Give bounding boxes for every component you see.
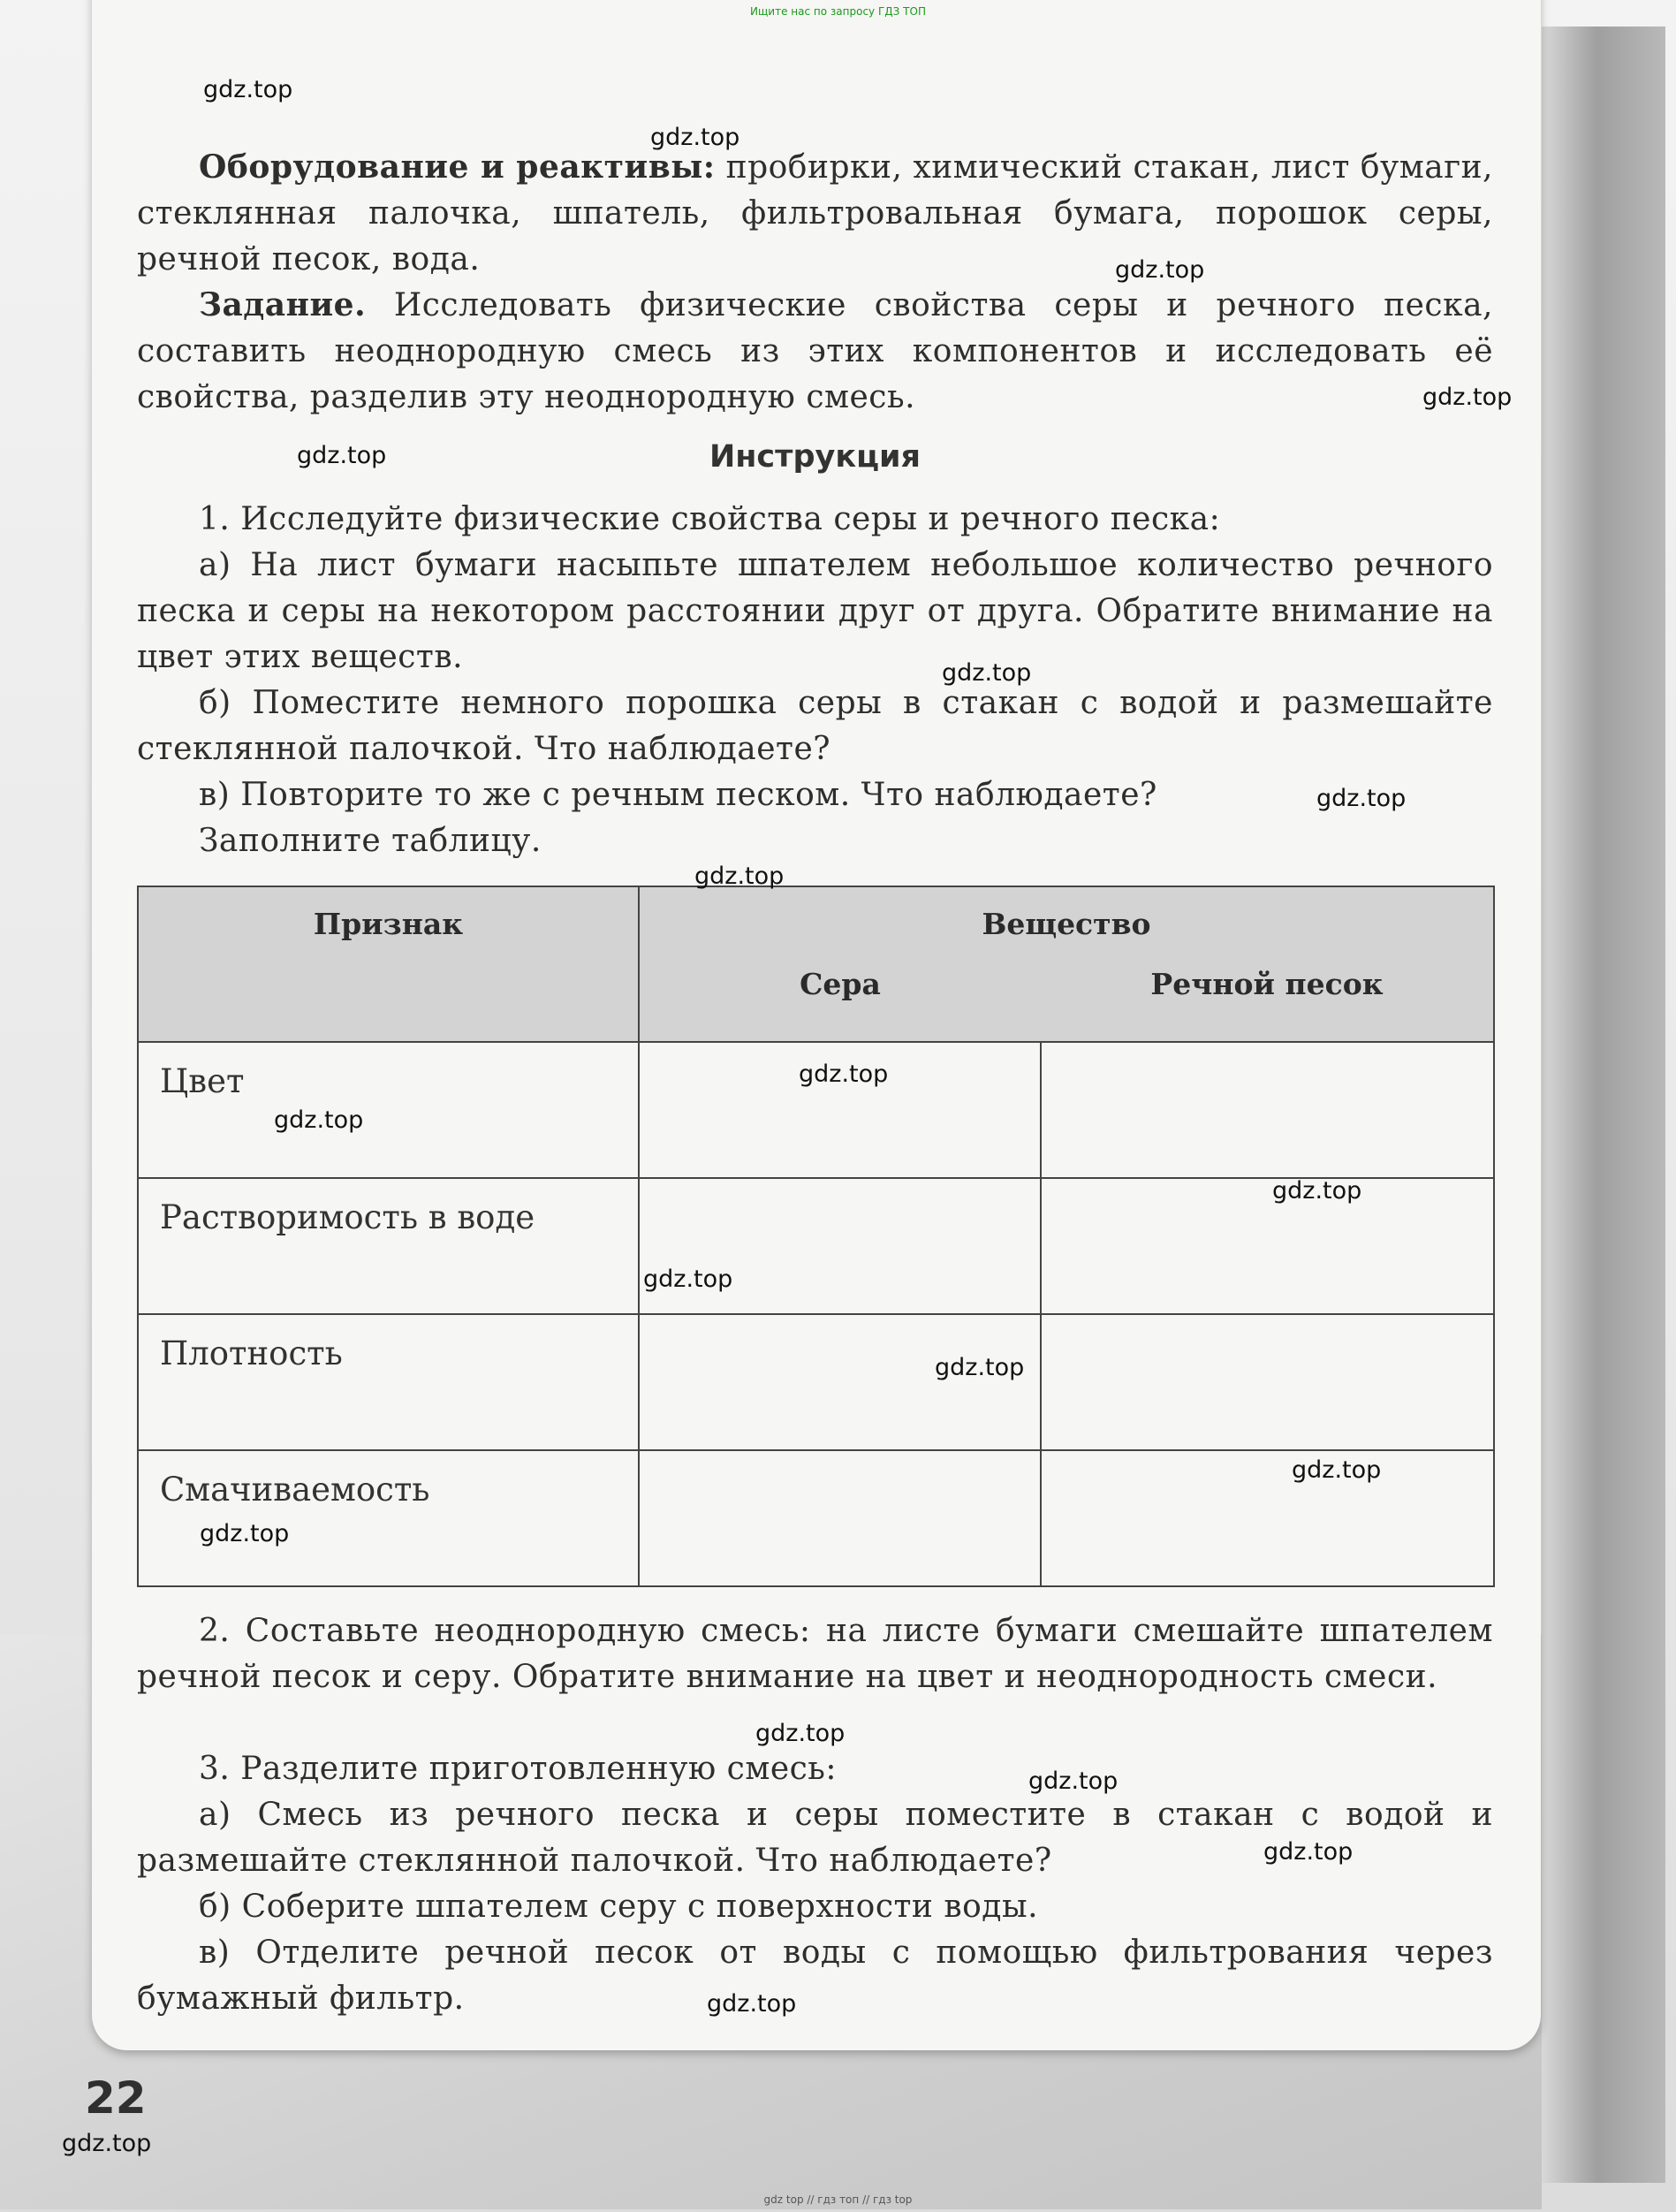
watermark: gdz.top <box>1115 256 1205 284</box>
watermark: gdz.top <box>643 1266 733 1293</box>
task-text: Исследовать физические свойства серы и речного песка, составить неоднородную смесь из этих компонентов и исследовать её свойства, разделив эту неоднородную смесь. <box>137 287 1493 415</box>
watermark: gdz.top <box>755 1720 846 1747</box>
watermark: gdz.top <box>1292 1456 1382 1484</box>
watermark: gdz.top <box>707 1990 797 2018</box>
fill-table-note: Заполните таблицу. <box>199 823 542 859</box>
watermark: gdz.top <box>1263 1838 1354 1866</box>
task-paragraph <box>137 282 1493 421</box>
watermark: gdz.top <box>297 442 387 469</box>
watermark: gdz.top <box>650 124 740 151</box>
step-3a: а) Смесь из речного песка и серы поместите в стакан с водой и размешайте стеклянной палочкой. Что наблюдаете? <box>137 1797 1493 1879</box>
table-row <box>138 1450 1494 1586</box>
row-label-solubility: Растворимость в воде <box>138 1178 639 1314</box>
equipment-label: Оборудование и реактивы: <box>199 148 716 186</box>
cell-sand-color[interactable] <box>1041 1042 1494 1178</box>
row-label-wettability: Смачиваемость <box>138 1450 639 1586</box>
watermark: gdz.top <box>942 659 1032 687</box>
watermark: gdz.top <box>1028 1767 1119 1795</box>
bottom-note: gdz top // гдз топ // гдз top <box>763 2193 913 2206</box>
top-search-note: Ищите нас по запросу ГДЗ ТОП <box>750 5 926 18</box>
equipment-text: пробирки, химический стакан, лист бумаги, стеклянная палочка, шпатель, фильтровальная бумага, порошок серы, речной песок, вода. <box>137 149 1494 277</box>
header-sand: Речной песок <box>1041 962 1494 1042</box>
scan-page-edge <box>1542 27 1665 2183</box>
watermark: gdz.top <box>203 76 293 103</box>
cell-sulfur-solubility[interactable] <box>639 1178 1041 1314</box>
row-label-density: Плотность <box>138 1314 639 1450</box>
step-1b: б) Поместите немного порошка серы в стакан с водой и размешайте стеклянной палочкой. Что наблюдаете? <box>137 685 1493 767</box>
header-substance: Вещество <box>639 886 1494 962</box>
header-feature: Признак <box>138 886 639 1042</box>
page-number: 22 <box>85 2072 147 2124</box>
cell-sulfur-density[interactable] <box>639 1314 1041 1450</box>
step-3c: в) Отделите речной песок от воды с помощью фильтрования через бумажный фильтр. <box>137 1935 1493 2017</box>
table-row <box>138 1314 1494 1450</box>
step-3b: б) Соберите шпателем серу с поверхности воды. <box>199 1889 1039 1925</box>
watermark: gdz.top <box>1316 785 1407 812</box>
cell-sulfur-wettability[interactable] <box>639 1450 1041 1586</box>
equipment-paragraph <box>137 144 1493 283</box>
step-1c: в) Повторите то же с речным песком. Что наблюдаете? <box>199 777 1157 813</box>
instruction-heading: Инструкция <box>709 439 921 475</box>
cell-sand-solubility[interactable] <box>1041 1178 1494 1314</box>
watermark: gdz.top <box>274 1106 364 1134</box>
watermark: gdz.top <box>694 863 785 890</box>
header-sulfur: Сера <box>639 962 1041 1042</box>
cell-sand-density[interactable] <box>1041 1314 1494 1450</box>
task-label: Задание. <box>199 286 367 323</box>
watermark: gdz.top <box>200 1520 290 1547</box>
watermark: gdz.top <box>1422 384 1513 411</box>
watermark: gdz.top <box>935 1354 1025 1381</box>
cell-sand-wettability[interactable] <box>1041 1450 1494 1586</box>
watermark: gdz.top <box>1272 1177 1362 1205</box>
row-label-color: Цвет <box>138 1042 639 1178</box>
watermark: gdz.top <box>62 2130 152 2157</box>
step-1a: а) На лист бумаги насыпьте шпателем небольшое количество речного песка и серы на некотором расстоянии друг от друга. Обратите внимание на цвет этих веществ. <box>137 547 1493 675</box>
watermark: gdz.top <box>799 1060 889 1088</box>
step-1: 1. Исследуйте физические свойства серы и речного песка: <box>199 501 1221 537</box>
step-3: 3. Разделите приготовленную смесь: <box>199 1751 838 1787</box>
step-2: 2. Составьте неоднородную смесь: на листе бумаги смешайте шпателем речной песок и серу. Обратите внимание на цвет и неоднородность смеси. <box>137 1613 1493 1695</box>
